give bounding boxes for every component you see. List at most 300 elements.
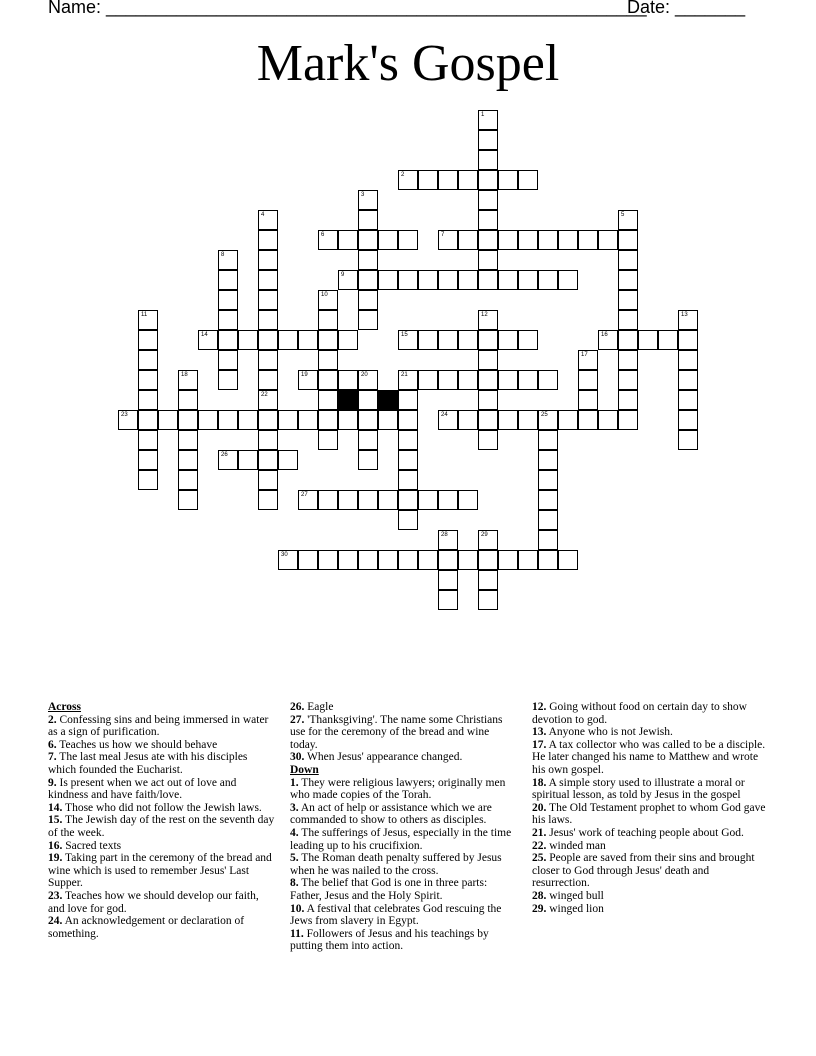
clue-number: 13 xyxy=(681,312,688,318)
grid-cell[interactable] xyxy=(538,410,558,430)
grid-cell[interactable] xyxy=(398,430,418,450)
grid-cell[interactable] xyxy=(478,130,498,150)
clue-text: The last meal Jesus ate with his disciples which founded the Eucharist. xyxy=(48,751,248,776)
clue-text: A festival that celebrates God rescuing the Jews from slavery in Egypt. xyxy=(290,902,502,928)
grid-cell[interactable] xyxy=(318,350,338,370)
clue-number: 8 xyxy=(221,252,225,258)
grid-cell[interactable] xyxy=(398,370,418,390)
grid-cell[interactable] xyxy=(478,310,498,330)
across-heading: Across xyxy=(48,701,82,713)
clue-number: 8. xyxy=(290,877,299,890)
grid-cell[interactable] xyxy=(318,370,338,390)
grid-cell[interactable] xyxy=(518,550,538,570)
grid-cell[interactable] xyxy=(378,490,398,510)
grid-cell[interactable] xyxy=(618,310,638,330)
clue-item xyxy=(290,751,518,764)
clue-text: They were religious lawyers; originally men who made copies of the Torah. xyxy=(290,776,506,802)
grid-cell[interactable] xyxy=(258,370,278,390)
grid-cell[interactable] xyxy=(398,550,418,570)
clue-number: 30. xyxy=(290,751,305,764)
clue-text: A tax collector who was called to be a disciple. He later changed his name to Matthew and wrote his own gospel. xyxy=(532,738,766,776)
grid-cell[interactable] xyxy=(178,450,198,470)
grid-cell[interactable] xyxy=(478,390,498,410)
grid-cell[interactable] xyxy=(498,370,518,390)
grid-cell[interactable] xyxy=(438,330,458,350)
grid-cell[interactable] xyxy=(578,350,598,370)
grid-cell[interactable] xyxy=(258,230,278,250)
grid-cell[interactable] xyxy=(518,410,538,430)
grid-cell[interactable] xyxy=(358,210,378,230)
grid-cell[interactable] xyxy=(678,430,698,450)
grid-cell[interactable] xyxy=(258,410,278,430)
grid-cell[interactable] xyxy=(438,550,458,570)
grid-cell[interactable] xyxy=(258,350,278,370)
grid-cell[interactable] xyxy=(438,530,458,550)
clue-number: 7. xyxy=(48,751,57,764)
grid-cell[interactable] xyxy=(458,490,478,510)
clues-column-2 xyxy=(290,701,518,953)
grid-cell[interactable] xyxy=(258,210,278,230)
grid-cell[interactable] xyxy=(138,470,158,490)
grid-cell[interactable] xyxy=(318,290,338,310)
grid-cell[interactable] xyxy=(218,450,238,470)
grid-cell[interactable] xyxy=(478,250,498,270)
grid-cell[interactable] xyxy=(478,270,498,290)
clue-number: 12 xyxy=(481,312,488,318)
grid-cell[interactable] xyxy=(558,270,578,290)
grid-cell[interactable] xyxy=(178,490,198,510)
grid-cell[interactable] xyxy=(258,250,278,270)
grid-cell[interactable] xyxy=(538,550,558,570)
grid-cell[interactable] xyxy=(498,230,518,250)
grid-cell[interactable] xyxy=(218,330,238,350)
grid-cell[interactable] xyxy=(338,330,358,350)
grid-cell[interactable] xyxy=(478,350,498,370)
grid-cell[interactable] xyxy=(178,390,198,410)
grid-cell[interactable] xyxy=(138,430,158,450)
grid-cell[interactable] xyxy=(478,430,498,450)
grid-cell[interactable] xyxy=(178,410,198,430)
grid-cell[interactable] xyxy=(498,330,518,350)
grid-cell[interactable] xyxy=(318,410,338,430)
clue-number: 18. xyxy=(532,776,547,789)
clue-text: The Old Testament prophet to whom God gave his laws. xyxy=(532,801,766,827)
page-title: Mark's Gospel xyxy=(256,35,560,92)
clue-item xyxy=(532,802,768,827)
grid-cell[interactable] xyxy=(278,550,298,570)
grid-cell[interactable] xyxy=(478,530,498,550)
grid-cell[interactable] xyxy=(138,410,158,430)
grid-cell[interactable] xyxy=(238,450,258,470)
grid-cell[interactable] xyxy=(358,490,378,510)
clue-number: 11 xyxy=(141,312,148,318)
down-heading: Down xyxy=(290,763,319,776)
grid-cell[interactable] xyxy=(138,370,158,390)
grid-cell[interactable] xyxy=(678,310,698,330)
grid-cell[interactable] xyxy=(678,350,698,370)
grid-cell[interactable] xyxy=(538,510,558,530)
grid-cell[interactable] xyxy=(438,570,458,590)
grid-cell[interactable] xyxy=(478,570,498,590)
clue-number: 3. xyxy=(290,801,299,814)
grid-cell[interactable] xyxy=(338,550,358,570)
clue-item xyxy=(290,802,518,827)
grid-cell[interactable] xyxy=(258,430,278,450)
clue-number: 21 xyxy=(401,372,408,378)
clue-text: winded man xyxy=(546,839,606,852)
grid-cell[interactable] xyxy=(678,390,698,410)
grid-cell[interactable] xyxy=(458,230,478,250)
grid-cell[interactable] xyxy=(478,190,498,210)
grid-cell[interactable] xyxy=(138,310,158,330)
grid-cell[interactable] xyxy=(638,330,658,350)
grid-cell[interactable] xyxy=(538,530,558,550)
clue-number: 2. xyxy=(48,713,57,726)
grid-cell[interactable] xyxy=(418,170,438,190)
grid-cell[interactable] xyxy=(458,170,478,190)
grid-cell[interactable] xyxy=(298,370,318,390)
grid-cell[interactable] xyxy=(238,410,258,430)
grid-cell[interactable] xyxy=(258,330,278,350)
grid-cell[interactable] xyxy=(578,390,598,410)
clue-number: 22 xyxy=(261,392,268,398)
grid-cell[interactable] xyxy=(438,590,458,610)
clue-number: 24 xyxy=(441,412,448,418)
clue-item xyxy=(48,915,278,940)
clue-item xyxy=(48,739,278,752)
grid-cell[interactable] xyxy=(538,370,558,390)
grid-cell[interactable] xyxy=(358,270,378,290)
clue-number: 19. xyxy=(48,852,63,865)
grid-cell[interactable] xyxy=(458,330,478,350)
clue-number: 18 xyxy=(181,372,188,378)
grid-cell[interactable] xyxy=(318,490,338,510)
clue-number: 16 xyxy=(601,332,608,338)
clue-item xyxy=(532,739,768,777)
clue-item xyxy=(48,751,278,776)
clue-number: 1 xyxy=(481,112,485,118)
clue-text: An acknowledgement or declaration of something. xyxy=(48,915,245,940)
grid-cell[interactable] xyxy=(398,490,418,510)
name-field[interactable]: Name: ______________________________________________________ xyxy=(48,0,647,17)
grid-cell[interactable] xyxy=(478,170,498,190)
grid-cell[interactable] xyxy=(458,370,478,390)
grid-cell[interactable] xyxy=(298,330,318,350)
grid-cell[interactable] xyxy=(478,210,498,230)
clue-text: People are saved from their sins and brought closer to God through Jesus' death and resurrection. xyxy=(532,852,755,890)
clue-item xyxy=(532,827,768,840)
clue-text: Taking part in the ceremony of the bread and wine which is used to remember Jesus' Last Supper. xyxy=(48,852,272,890)
grid-cell[interactable] xyxy=(518,230,538,250)
grid-cell[interactable] xyxy=(398,410,418,430)
clue-text: When Jesus' appearance changed. xyxy=(304,751,463,764)
grid-cell[interactable] xyxy=(318,430,338,450)
grid-cell[interactable] xyxy=(398,170,418,190)
grid-cell[interactable] xyxy=(578,410,598,430)
across-clue-list xyxy=(48,714,278,941)
grid-cell[interactable] xyxy=(478,370,498,390)
clue-number: 6. xyxy=(48,738,57,751)
clue-text: Sacred texts xyxy=(62,839,122,852)
clue-text: Teaches how we should develop our faith, and love for god. xyxy=(48,889,259,915)
grid-cell[interactable] xyxy=(538,450,558,470)
grid-cell[interactable] xyxy=(118,410,138,430)
grid-cell[interactable] xyxy=(358,430,378,450)
grid-cell[interactable] xyxy=(278,330,298,350)
grid-cell[interactable] xyxy=(478,110,498,130)
grid-cell[interactable] xyxy=(158,410,178,430)
clue-text: The sufferings of Jesus, especially in the time leading up to his crucifixion. xyxy=(290,826,512,852)
clue-item xyxy=(532,701,768,726)
grid-cell[interactable] xyxy=(358,230,378,250)
grid-cell[interactable] xyxy=(378,410,398,430)
grid-cell[interactable] xyxy=(138,330,158,350)
grid-cell[interactable] xyxy=(618,370,638,390)
grid-cell[interactable] xyxy=(358,370,378,390)
grid-cell[interactable] xyxy=(258,270,278,290)
grid-cell[interactable] xyxy=(498,410,518,430)
grid-cell[interactable] xyxy=(218,410,238,430)
clue-item xyxy=(532,777,768,802)
grid-cell[interactable] xyxy=(338,230,358,250)
grid-cell[interactable] xyxy=(478,230,498,250)
grid-cell[interactable] xyxy=(398,330,418,350)
grid-cell[interactable] xyxy=(418,330,438,350)
clue-item xyxy=(290,827,518,852)
grid-cell[interactable] xyxy=(558,230,578,250)
clue-text: Teaches us how we should behave xyxy=(56,738,218,751)
grid-cell[interactable] xyxy=(618,410,638,430)
grid-cell[interactable] xyxy=(478,550,498,570)
grid-cell[interactable] xyxy=(618,290,638,310)
clue-number: 17. xyxy=(532,738,547,751)
grid-cell[interactable] xyxy=(418,270,438,290)
grid-cell[interactable] xyxy=(478,150,498,170)
grid-cell[interactable] xyxy=(258,310,278,330)
clue-number: 16. xyxy=(48,839,63,852)
grid-cell[interactable] xyxy=(478,410,498,430)
grid-cell[interactable] xyxy=(278,450,298,470)
clue-item xyxy=(290,777,518,802)
grid-cell[interactable] xyxy=(618,270,638,290)
grid-cell[interactable] xyxy=(438,270,458,290)
grid-cell[interactable] xyxy=(218,350,238,370)
grid-cell[interactable] xyxy=(558,410,578,430)
clue-item xyxy=(48,777,278,802)
grid-cell[interactable] xyxy=(578,230,598,250)
grid-cell[interactable] xyxy=(318,550,338,570)
grid-cell[interactable] xyxy=(318,330,338,350)
clue-number: 10. xyxy=(290,902,305,915)
clue-text: The belief that God is one in three parts: Father, Jesus and the Holy Spirit. xyxy=(290,877,488,902)
grid-cell[interactable] xyxy=(218,250,238,270)
grid-cell[interactable] xyxy=(678,370,698,390)
grid-cell[interactable] xyxy=(538,270,558,290)
grid-cell[interactable] xyxy=(538,430,558,450)
grid-cell[interactable] xyxy=(218,370,238,390)
clue-item xyxy=(48,714,278,739)
grid-cell[interactable] xyxy=(198,330,218,350)
grid-cell[interactable] xyxy=(418,490,438,510)
grid-cell[interactable] xyxy=(518,270,538,290)
black-cell xyxy=(378,390,398,410)
grid-cell[interactable] xyxy=(518,330,538,350)
grid-cell[interactable] xyxy=(578,370,598,390)
grid-cell[interactable] xyxy=(538,470,558,490)
clue-text: Those who did not follow the Jewish laws. xyxy=(62,801,262,814)
grid-cell[interactable] xyxy=(338,490,358,510)
grid-cell[interactable] xyxy=(338,410,358,430)
grid-cell[interactable] xyxy=(618,390,638,410)
grid-cell[interactable] xyxy=(178,430,198,450)
grid-cell[interactable] xyxy=(538,230,558,250)
clue-number: 23 xyxy=(121,412,128,418)
grid-cell[interactable] xyxy=(558,550,578,570)
grid-cell[interactable] xyxy=(398,450,418,470)
grid-cell[interactable] xyxy=(398,230,418,250)
grid-cell[interactable] xyxy=(358,310,378,330)
grid-cell[interactable] xyxy=(678,410,698,430)
grid-cell[interactable] xyxy=(378,550,398,570)
grid-cell[interactable] xyxy=(298,410,318,430)
clue-number: 17 xyxy=(581,352,588,358)
grid-cell[interactable] xyxy=(318,390,338,410)
down-clue-list xyxy=(290,777,518,953)
grid-cell[interactable] xyxy=(438,370,458,390)
clue-text: The Roman death penalty suffered by Jesus when he was nailed to the cross. xyxy=(290,852,502,877)
grid-cell[interactable] xyxy=(438,170,458,190)
clue-text: Anyone who is not Jewish. xyxy=(546,726,673,739)
grid-cell[interactable] xyxy=(218,290,238,310)
grid-cell[interactable] xyxy=(258,390,278,410)
grid-cell[interactable] xyxy=(318,230,338,250)
clue-number: 26 xyxy=(221,452,228,458)
grid-cell[interactable] xyxy=(398,270,418,290)
grid-cell[interactable] xyxy=(338,370,358,390)
clue-item xyxy=(290,701,518,714)
clue-item xyxy=(532,840,768,853)
clue-text: Eagle xyxy=(304,701,334,713)
clue-number: 1. xyxy=(290,776,299,789)
clue-number: 7 xyxy=(441,232,445,238)
grid-cell[interactable] xyxy=(438,410,458,430)
grid-cell[interactable] xyxy=(338,270,358,290)
grid-cell[interactable] xyxy=(678,330,698,350)
grid-cell[interactable] xyxy=(478,590,498,610)
clue-text: The Jewish day of the rest on the seventh day of the week. xyxy=(48,814,275,839)
grid-cell[interactable] xyxy=(658,330,678,350)
grid-cell[interactable] xyxy=(478,330,498,350)
grid-cell[interactable] xyxy=(458,550,478,570)
grid-cell[interactable] xyxy=(418,550,438,570)
grid-cell[interactable] xyxy=(138,390,158,410)
grid-cell[interactable] xyxy=(498,170,518,190)
grid-cell[interactable] xyxy=(458,410,478,430)
grid-cell[interactable] xyxy=(298,550,318,570)
clue-number: 9. xyxy=(48,776,57,789)
clue-item xyxy=(532,903,768,916)
grid-cell[interactable] xyxy=(598,330,618,350)
clue-number: 4. xyxy=(290,826,299,839)
clue-number: 28 xyxy=(441,532,448,538)
grid-cell[interactable] xyxy=(358,290,378,310)
grid-cell[interactable] xyxy=(138,450,158,470)
grid-cell[interactable] xyxy=(438,490,458,510)
grid-cell[interactable] xyxy=(358,250,378,270)
grid-cell[interactable] xyxy=(258,290,278,310)
grid-cell[interactable] xyxy=(258,450,278,470)
grid-cell[interactable] xyxy=(398,510,418,530)
clue-number: 20. xyxy=(532,801,547,814)
grid-cell[interactable] xyxy=(298,490,318,510)
clue-number: 22. xyxy=(532,839,547,852)
grid-cell[interactable] xyxy=(618,250,638,270)
clue-number: 4 xyxy=(261,212,265,218)
grid-cell[interactable] xyxy=(378,230,398,250)
grid-cell[interactable] xyxy=(178,370,198,390)
grid-cell[interactable] xyxy=(358,550,378,570)
clue-number: 5. xyxy=(290,852,299,865)
grid-cell[interactable] xyxy=(198,410,218,430)
date-field[interactable]: Date: _______ xyxy=(627,0,746,17)
down-clue-list-continued xyxy=(532,701,768,915)
grid-cell[interactable] xyxy=(538,490,558,510)
grid-cell[interactable] xyxy=(398,470,418,490)
clue-item xyxy=(532,852,768,890)
clue-text: Jesus' work of teaching people about God. xyxy=(546,826,744,839)
grid-cell[interactable] xyxy=(358,410,378,430)
clue-number: 6 xyxy=(321,232,325,238)
grid-cell[interactable] xyxy=(598,230,618,250)
clues-column-1 xyxy=(48,701,278,940)
clue-number: 20 xyxy=(361,372,368,378)
grid-cell[interactable] xyxy=(278,410,298,430)
grid-cell[interactable] xyxy=(518,370,538,390)
clue-number: 24. xyxy=(48,915,63,928)
grid-cell[interactable] xyxy=(458,270,478,290)
clue-number: 13. xyxy=(532,726,547,739)
grid-cell[interactable] xyxy=(618,330,638,350)
grid-cell[interactable] xyxy=(618,230,638,250)
clue-number: 28. xyxy=(532,889,547,902)
grid-cell[interactable] xyxy=(178,470,198,490)
grid-cell[interactable] xyxy=(218,310,238,330)
grid-cell[interactable] xyxy=(518,170,538,190)
grid-cell[interactable] xyxy=(358,450,378,470)
across-clue-list-continued xyxy=(290,701,518,764)
grid-cell[interactable] xyxy=(618,350,638,370)
grid-cell[interactable] xyxy=(138,350,158,370)
grid-cell[interactable] xyxy=(358,390,378,410)
grid-cell[interactable] xyxy=(498,270,518,290)
grid-cell[interactable] xyxy=(418,370,438,390)
clue-item xyxy=(48,802,278,815)
grid-cell[interactable] xyxy=(238,330,258,350)
grid-cell[interactable] xyxy=(438,230,458,250)
grid-cell[interactable] xyxy=(258,470,278,490)
clue-item xyxy=(532,726,768,739)
grid-cell[interactable] xyxy=(218,270,238,290)
grid-cell[interactable] xyxy=(258,490,278,510)
grid-cell[interactable] xyxy=(598,410,618,430)
grid-cell[interactable] xyxy=(318,310,338,330)
clue-text: An act of help or assistance which we are commanded to show to others as disciples. xyxy=(290,801,492,827)
grid-cell[interactable] xyxy=(498,550,518,570)
grid-cell[interactable] xyxy=(378,270,398,290)
grid-cell[interactable] xyxy=(398,390,418,410)
grid-cell[interactable] xyxy=(618,210,638,230)
grid-cell[interactable] xyxy=(358,190,378,210)
